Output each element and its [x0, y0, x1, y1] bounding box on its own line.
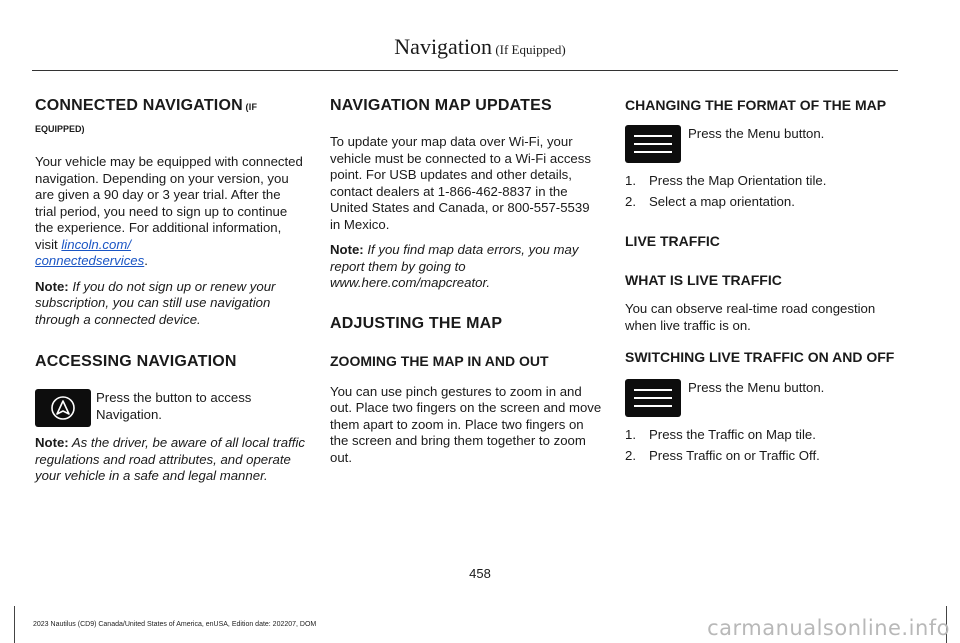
menu-button-icon — [625, 125, 681, 163]
crop-mark-left — [14, 606, 15, 643]
map-format-steps — [625, 173, 900, 210]
zooming-map-heading: ZOOMING THE MAP IN AND OUT — [330, 352, 549, 369]
accessing-navigation-heading: ACCESSING NAVIGATION — [35, 353, 237, 370]
column-3 — [625, 96, 900, 464]
connected-navigation-heading-suffix: EQUIPPED) — [35, 124, 85, 134]
column-1 — [35, 96, 305, 485]
switching-live-traffic-heading: SWITCHING LIVE TRAFFIC ON AND OFF — [625, 349, 895, 365]
menu-button-instruction-2: Press the Menu button. — [688, 380, 825, 395]
list-item: 1. Press the Traffic on Map tile. — [625, 427, 816, 442]
map-updates-paragraph: To update your map data over Wi-Fi, your vehicle must be connected to a Wi-Fi access point. For USB updates and other details, contact dealers at 1-866-462-8837 in the United States and Canada, or 800-557-5539 in Mexico. — [330, 134, 591, 232]
list-item: 1. Press the Map Orientation tile. — [625, 173, 827, 188]
navigation-button-instruction: Press the button to access Navigation. — [96, 390, 252, 422]
watermark: carmanualsonline.info — [707, 616, 950, 640]
live-traffic-heading: LIVE TRAFFIC — [625, 233, 720, 249]
navigation-button-row — [35, 389, 305, 427]
note-subscription: Note: If you do not sign up or renew your subscription, you can still use navigation through a connected device. — [35, 278, 276, 327]
header-divider — [32, 70, 898, 71]
connected-services-link[interactable]: lincoln.com/ connectedservices — [35, 236, 145, 268]
navigation-button-icon — [35, 389, 91, 427]
note-map-errors: Note: If you find map data errors, you may report them by going to www.here.com/mapcreator. — [330, 242, 579, 290]
page-title-qualifier: (If Equipped) — [492, 42, 566, 57]
page-number: 458 — [469, 566, 491, 581]
menu-button-instruction-1: Press the Menu button. — [688, 126, 825, 141]
live-traffic-paragraph: You can observe real-time road congestion when live traffic is on. — [625, 301, 876, 333]
connected-navigation-heading: CONNECTED NAVIGATION (IF — [35, 97, 258, 114]
menu-button-row-1 — [625, 125, 900, 163]
page-header — [0, 34, 960, 60]
adjusting-map-heading: ADJUSTING THE MAP — [330, 314, 503, 332]
menu-button-icon — [625, 379, 681, 417]
live-traffic-steps — [625, 427, 900, 464]
zooming-map-paragraph: You can use pinch gestures to zoom in and out. Place two fingers on the screen and move them apart to zoom in. Place two fingers on the screen and bring them together to zoom out. — [330, 383, 602, 465]
map-updates-heading: NAVIGATION MAP UPDATES — [330, 97, 552, 114]
list-item: 2. Select a map orientation. — [625, 193, 795, 209]
note-driver-safety: Note: As the driver, be aware of all local traffic regulations and road attributes, and operate your vehicle in a safe and legal manner. — [35, 435, 305, 483]
edition-footer: 2023 Nautilus (CD9) Canada/United States of America, enUSA, Edition date: 202207, DOM — [33, 621, 317, 628]
connected-navigation-paragraph: Your vehicle may be equipped with connected navigation. Depending on your version, you are given a 90 day or 3 year trial. After the trial period, you need to sign up to continue the experience. For additional information, visit lincoln.com/ connectedservices. — [35, 154, 303, 268]
list-item: 2. Press Traffic on or Traffic Off. — [625, 447, 820, 463]
page-title: Navigation — [394, 34, 493, 59]
column-2 — [330, 96, 602, 466]
menu-button-row-2 — [625, 379, 900, 417]
changing-map-format-heading: CHANGING THE FORMAT OF THE MAP — [625, 97, 887, 113]
what-is-live-traffic-heading: WHAT IS LIVE TRAFFIC — [625, 272, 782, 288]
